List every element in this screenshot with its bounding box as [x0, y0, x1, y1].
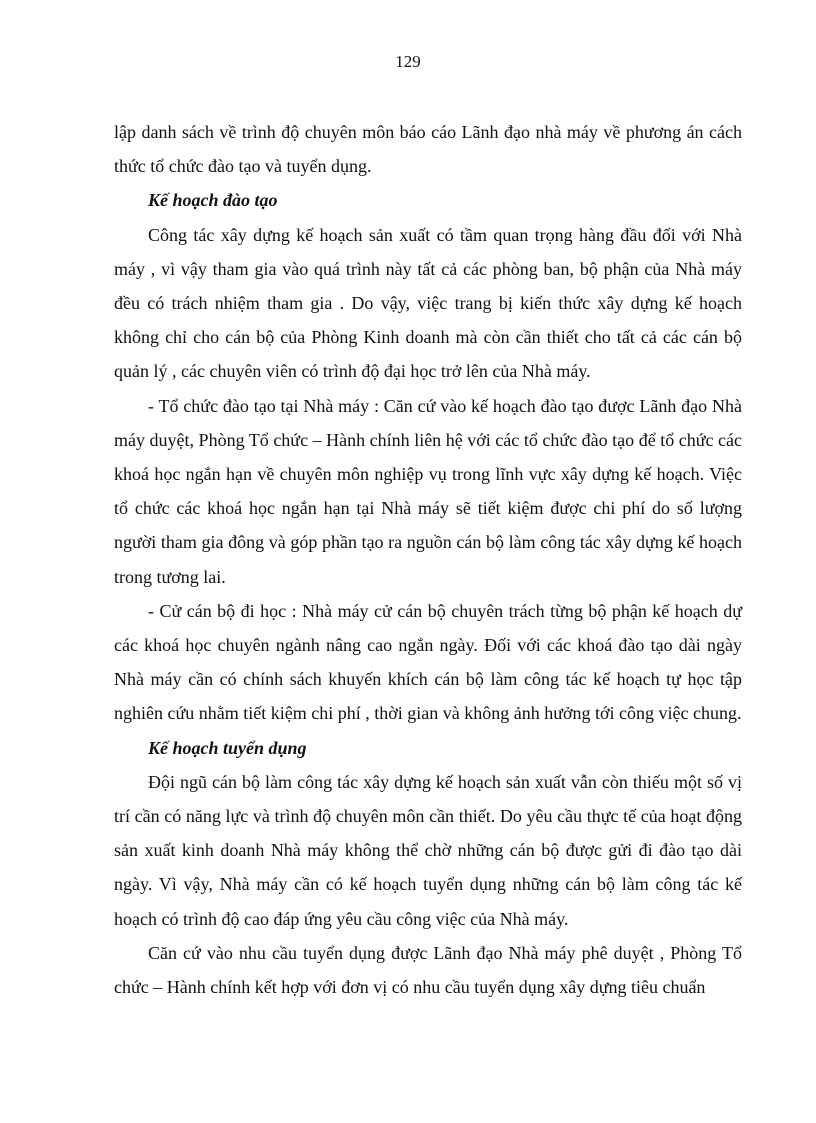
paragraph-send-staff-to-study: - Cử cán bộ đi học : Nhà máy cử cán bộ chuyên trách từng bộ phận kế hoạch dự các khoá học chuyên ngành nâng cao ngắn ngày. Đối với các khoá đào tạo dài ngày Nhà máy cần có chính sách khuyến khích cán bộ làm công tác kế hoạch tự học tập nghiên cứu nhằm tiết kiệm chi phí , thời gian và không ảnh hưởng tới công việc chung.	[114, 600, 742, 724]
paragraph-training-importance: Công tác xây dựng kế hoạch sản xuất có tầm quan trọng hàng đầu đối với Nhà máy , vì vậy tham gia vào quá trình này tất cả các phòng ban, bộ phận của Nhà máy đều có trách nhiệm tham gia . Do vậy, việc trang bị kiến thức xây dựng kế hoạch không chỉ cho cán bộ của Phòng Kinh doanh mà còn cần thiết cho tất cả các cán bộ quản lý , các chuyên viên có trình độ đại học trở lên của Nhà máy.	[114, 224, 742, 382]
paragraph-continuation: lập danh sách về trình độ chuyên môn báo cáo Lãnh đạo nhà máy về phương án cách thức tổ chức đào tạo và tuyển dụng.	[114, 122, 742, 177]
heading-recruitment-plan: Kế hoạch tuyển dụng	[148, 737, 307, 758]
paragraph-onsite-training: - Tổ chức đào tạo tại Nhà máy : Căn cứ vào kế hoạch đào tạo được Lãnh đạo Nhà máy duyệt, Phòng Tổ chức – Hành chính liên hệ với các tổ chức đào tạo để tổ chức các khoá học ngắn hạn về chuyên môn nghiệp vụ trong lĩnh vực xây dựng kế hoạch. Việc tổ chức các khoá học ngắn hạn tại Nhà máy sẽ tiết kiệm được chi phí do số lượng người tham gia đông và góp phần tạo ra nguồn cán bộ làm công tác xây dựng kế hoạch trong tương lai.	[114, 395, 742, 587]
heading-training-plan: Kế hoạch đào tạo	[148, 190, 278, 211]
paragraph-staff-shortage: Đội ngũ cán bộ làm công tác xây dựng kế hoạch sản xuất vẫn còn thiếu một số vị trí cần có năng lực và trình độ chuyên môn cần thiết. Do yêu cầu thực tế của hoạt động sản xuất kinh doanh Nhà máy không thể chờ những cán bộ được gửi đi đào tạo dài ngày. Vì vậy, Nhà máy cần có kế hoạch tuyển dụng những cán bộ làm công tác kế hoạch có trình độ cao đáp ứng yêu cầu công việc của Nhà máy.	[114, 771, 742, 929]
paragraph-recruitment-basis: Căn cứ vào nhu cầu tuyển dụng được Lãnh đạo Nhà máy phê duyệt , Phòng Tổ chức – Hành chính kết hợp với đơn vị có nhu cầu tuyển dụng xây dựng tiêu chuẩn	[114, 942, 742, 998]
document-body	[114, 115, 742, 1004]
page-number: 129	[395, 52, 421, 71]
